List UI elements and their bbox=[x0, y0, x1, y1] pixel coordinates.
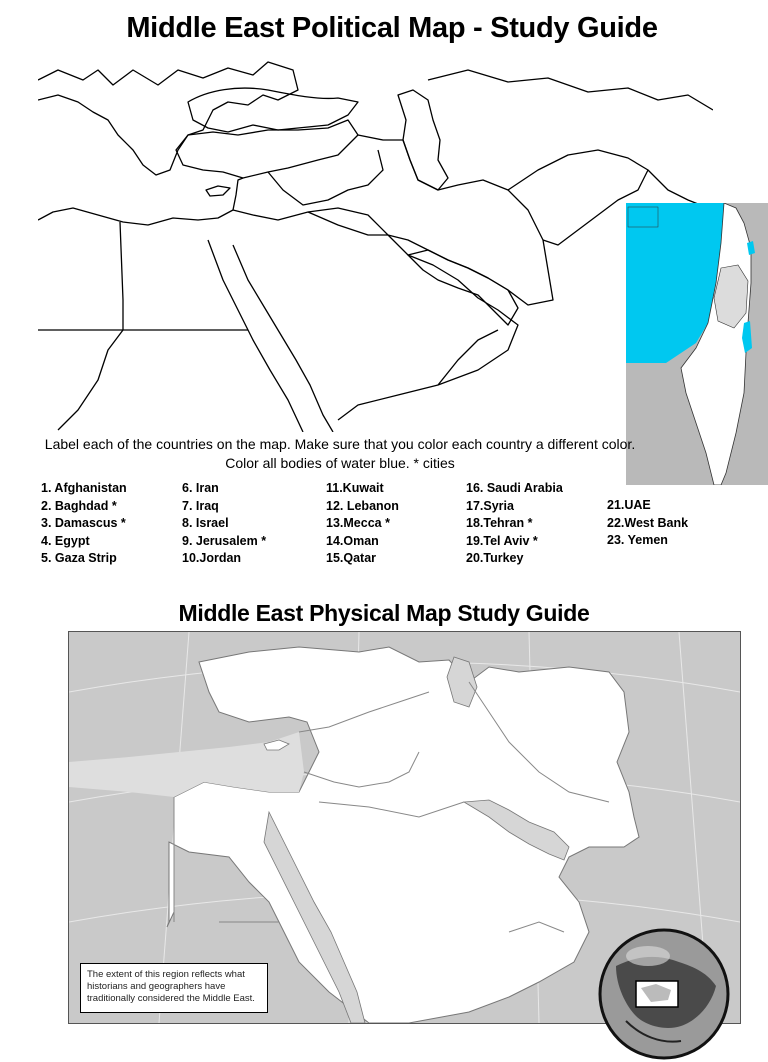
red-sea-east bbox=[233, 245, 333, 432]
list-item: 1. Afghanistan bbox=[41, 481, 127, 495]
list-item: 5. Gaza Strip bbox=[41, 551, 117, 566]
list-item: 19.Tel Aviv * bbox=[466, 533, 538, 548]
list-item: 13.Mecca * bbox=[326, 516, 390, 531]
europe-coast bbox=[38, 62, 298, 175]
region-extent-note: The extent of this region reflects what historians and geographers have traditionally considered the Middle East. bbox=[80, 963, 268, 1013]
caspian-sea-shore bbox=[398, 90, 448, 190]
mediterranean-south-coast bbox=[38, 208, 233, 225]
levant-coast bbox=[233, 178, 243, 210]
list-item: 21.UAE bbox=[607, 498, 651, 512]
study-list-column-5 bbox=[607, 497, 688, 550]
list-item: 10.Jordan bbox=[182, 551, 242, 566]
political-map-title: Middle East Political Map - Study Guide bbox=[126, 12, 658, 44]
list-item: 14.Oman bbox=[326, 533, 379, 548]
globe-locator-icon bbox=[596, 926, 732, 1062]
list-item: 11.Kuwait bbox=[326, 481, 384, 495]
arabia-interior bbox=[233, 208, 518, 420]
list-item: 7. Iraq bbox=[182, 498, 219, 513]
study-list-column-4 bbox=[466, 480, 563, 568]
list-item: 18.Tehran * bbox=[466, 516, 533, 531]
list-item: 16. Saudi Arabia bbox=[466, 481, 563, 495]
egypt-libya-border bbox=[120, 222, 123, 330]
red-sea-west bbox=[208, 240, 303, 432]
study-list-column-1 bbox=[41, 480, 127, 568]
study-list-column-2 bbox=[182, 480, 266, 568]
central-asia bbox=[428, 70, 713, 110]
sudan-west bbox=[58, 330, 123, 430]
mediterranean-sea bbox=[69, 732, 304, 797]
list-item: 20.Turkey bbox=[466, 551, 524, 566]
study-list-column-3 bbox=[326, 480, 399, 568]
list-item: 9. Jerusalem * bbox=[182, 533, 267, 548]
iran-border bbox=[358, 135, 553, 305]
map-instructions: Label each of the countries on the map. Make sure that you color each country a different color. Color all bodies of water blue. * cities bbox=[44, 436, 636, 471]
physical-map-title: Middle East Physical Map Study Guide bbox=[178, 600, 590, 626]
inset-legend bbox=[628, 207, 658, 227]
oman-yemen bbox=[438, 330, 498, 385]
list-item: 17.Syria bbox=[466, 498, 514, 513]
political-outline-map bbox=[38, 40, 713, 432]
list-item: 12. Lebanon bbox=[326, 498, 399, 513]
list-item: 6. Iran bbox=[182, 481, 219, 495]
list-item: 23. Yemen bbox=[607, 533, 668, 548]
list-item: 4. Egypt bbox=[41, 533, 90, 548]
list-item: 2. Baghdad * bbox=[41, 498, 117, 513]
list-item: 3. Damascus * bbox=[41, 516, 126, 531]
list-item: 8. Israel bbox=[182, 516, 229, 531]
israel-inset-map bbox=[626, 203, 768, 485]
cyprus bbox=[206, 186, 230, 196]
list-item: 22.West Bank bbox=[607, 515, 689, 530]
list-item: 15.Qatar bbox=[326, 551, 377, 566]
